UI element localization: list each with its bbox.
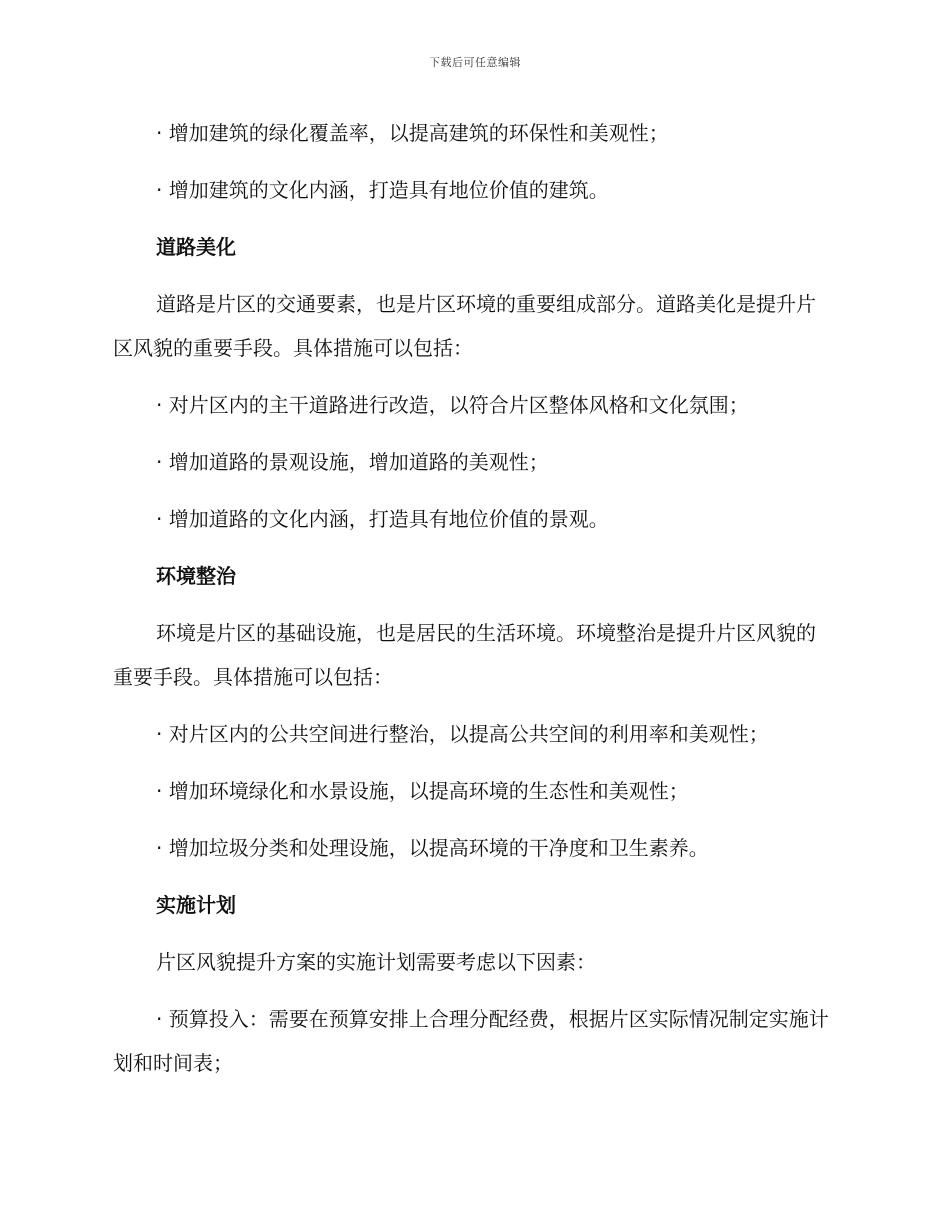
paragraph: 环境是片区的基础设施，也是居民的生活环境。环境整治是提升片区风貌的重要手段。具体措施可以包括： — [113, 621, 816, 689]
bullet-item: · 增加道路的文化内涵，打造具有地位价值的景观。 — [156, 507, 609, 531]
paragraph: 片区风貌提升方案的实施计划需要考虑以下因素： — [156, 950, 596, 974]
section-heading: 道路美化 — [156, 235, 236, 259]
bullet-item: · 对片区内的公共空间进行整治，以提高公共空间的利用率和美观性； — [156, 722, 769, 746]
section-heading: 实施计划 — [156, 893, 236, 917]
document-body — [113, 111, 833, 1098]
bullet-item: · 对片区内的主干道路进行改造，以符合片区整体风格和文化氛围； — [156, 393, 749, 417]
section-heading: 环境整治 — [156, 564, 236, 588]
paragraph: 道路是片区的交通要素，也是片区环境的重要组成部分。道路美化是提升片区风貌的重要手段。具体措施可以包括： — [113, 292, 816, 360]
bullet-item: · 增加建筑的绿化覆盖率，以提高建筑的环保性和美观性； — [156, 121, 669, 145]
bullet-item: · 增加环境绿化和水景设施，以提高环境的生态性和美观性； — [156, 779, 689, 803]
bullet-item: · 增加垃圾分类和处理设施，以提高环境的干净度和卫生素养。 — [156, 836, 709, 860]
bullet-item: · 增加建筑的文化内涵，打造具有地位价值的建筑。 — [156, 178, 609, 202]
page-header: 下载后可任意编辑 — [429, 56, 521, 69]
bullet-item: · 预算投入：需要在预算安排上合理分配经费，根据片区实际情况制定实施计划和时间表； — [113, 1007, 829, 1075]
bullet-item: · 增加道路的景观设施，增加道路的美观性； — [156, 450, 549, 474]
